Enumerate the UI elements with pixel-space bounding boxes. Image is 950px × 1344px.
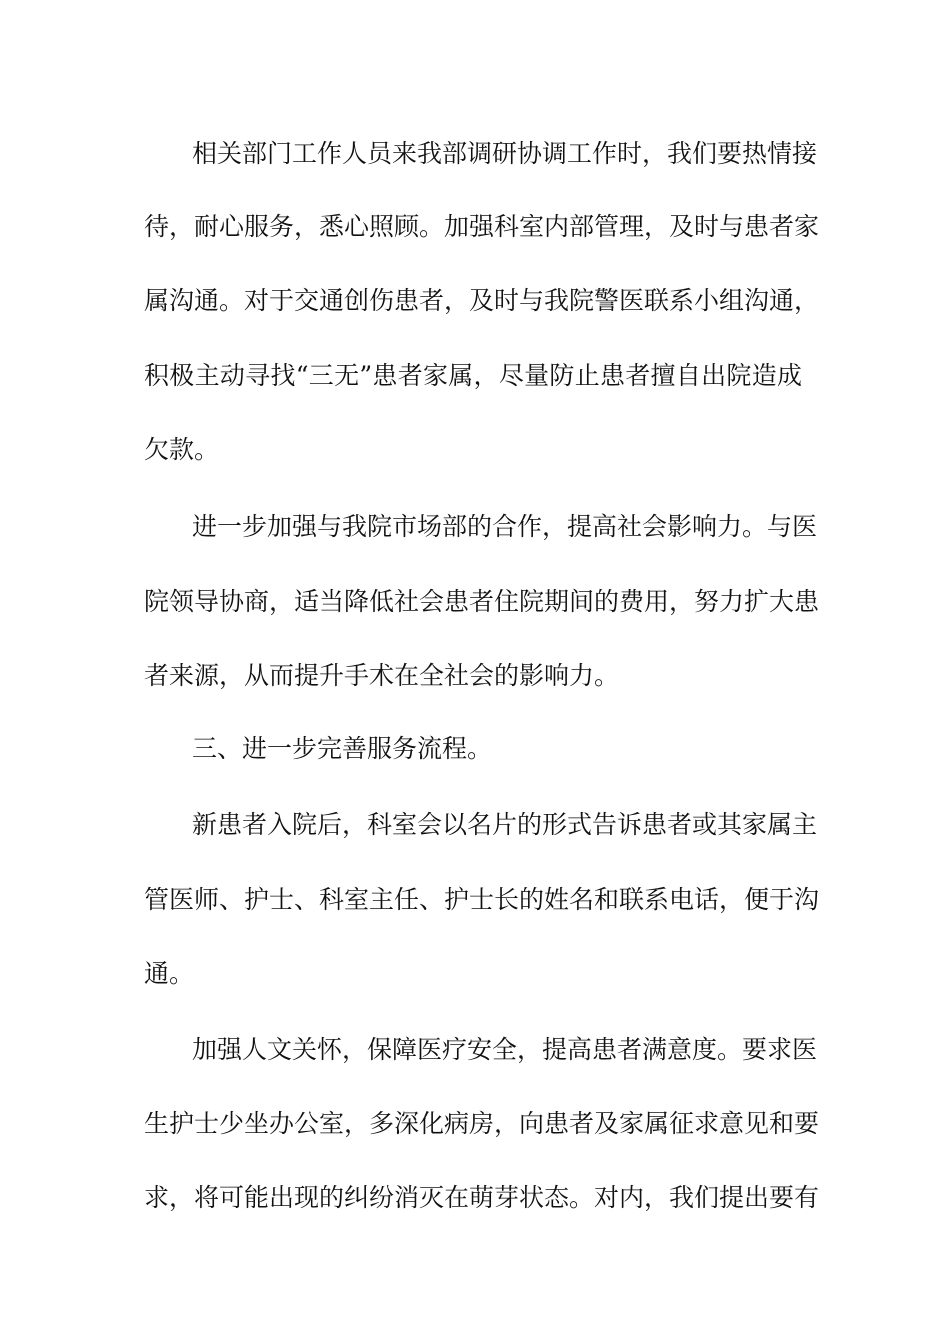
paragraph-line: 属沟通。对于交通创伤患者，及时与我院警医联系小组沟通， — [144, 286, 820, 315]
paragraph-line: 求，将可能出现的纠纷消灭在萌芽状态。对内，我们提出要有 — [144, 1183, 820, 1212]
paragraph-line: 进一步加强与我院市场部的合作，提高社会影响力。与医 — [192, 512, 818, 541]
paragraph-line: 院领导协商，适当降低社会患者住院期间的费用，努力扩大患 — [144, 587, 820, 616]
paragraph-line: 欠款。 — [144, 435, 220, 464]
paragraph-line: 积极主动寻找“三无”患者家属，尽量防止患者擅自出院造成 — [144, 361, 802, 390]
paragraph-line: 相关部门工作人员来我部调研协调工作时，我们要热情接 — [192, 139, 818, 168]
paragraph-line: 待，耐心服务，悉心照顾。加强科室内部管理，及时与患者家 — [144, 212, 820, 241]
paragraph-line: 管医师、护士、科室主任、护士长的姓名和联系电话，便于沟 — [144, 885, 820, 914]
paragraph-line: 生护士少坐办公室，多深化病房，向患者及家属征求意见和要 — [144, 1109, 820, 1138]
paragraph-line: 加强人文关怀，保障医疗安全，提高患者满意度。要求医 — [192, 1035, 818, 1064]
paragraph-line: 者来源，从而提升手术在全社会的影响力。 — [144, 661, 620, 690]
section-heading: 三、进一步完善服务流程。 — [192, 734, 493, 763]
paragraph-line: 新患者入院后，科室会以名片的形式告诉患者或其家属主 — [192, 810, 818, 839]
paragraph-line: 通。 — [144, 959, 195, 988]
